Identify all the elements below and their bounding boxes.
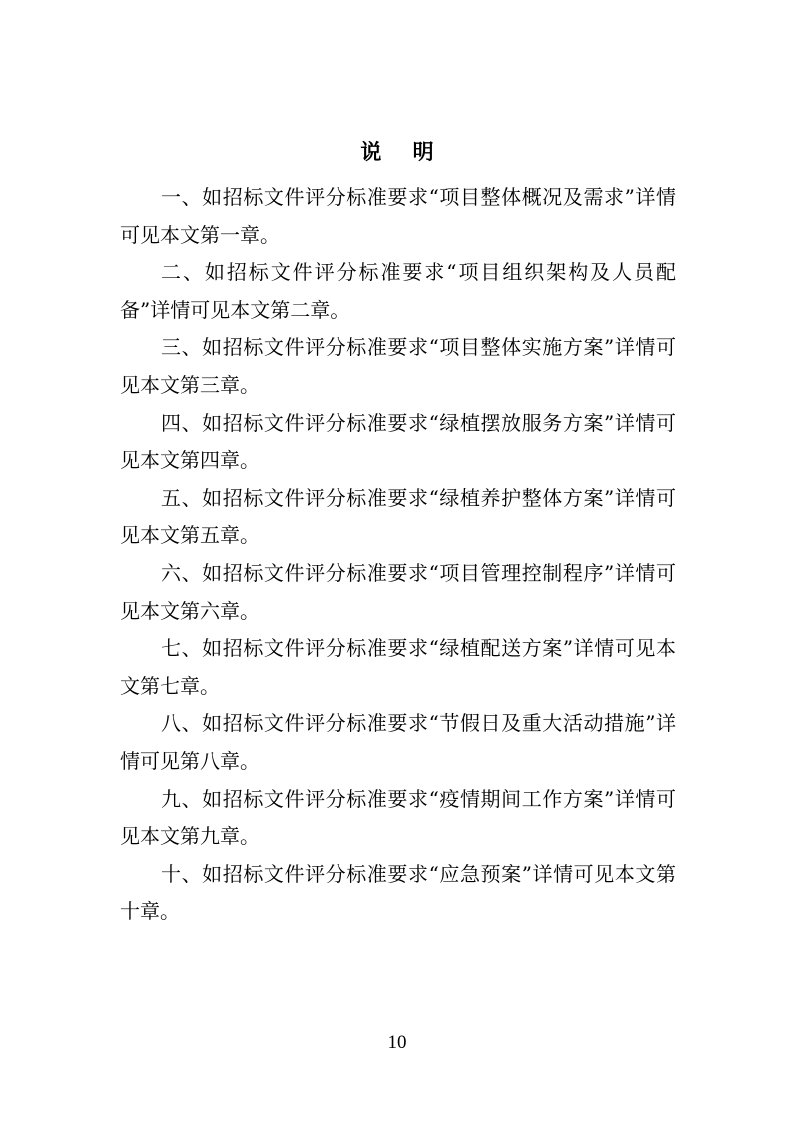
paragraph-6: 六、如招标文件评分标准要求“项目管理控制程序”详情可见本文第六章。 xyxy=(120,560,676,623)
paragraph-5: 五、如招标文件评分标准要求“绿植养护整体方案”详情可见本文第五章。 xyxy=(120,485,676,548)
paragraph-10: 十、如招标文件评分标准要求“应急预案”详情可见本文第十章。 xyxy=(120,861,676,924)
document-body xyxy=(120,179,676,931)
paragraph-1: 一、如招标文件评分标准要求“项目整体概况及需求”详情可见本文第一章。 xyxy=(120,185,676,247)
page-title: 说 明 xyxy=(360,139,446,164)
page-number: 10 xyxy=(387,1032,407,1053)
paragraph-4: 四、如招标文件评分标准要求“绿植摆放服务方案”详情可见本文第四章。 xyxy=(120,410,676,473)
paragraph-9: 九、如招标文件评分标准要求“疫情期间工作方案”详情可见本文第九章。 xyxy=(120,786,676,849)
paragraph-8: 八、如招标文件评分标准要求“节假日及重大活动措施”详情可见第八章。 xyxy=(120,711,676,773)
paragraph-2: 二、如招标文件评分标准要求“项目组织架构及人员配备”详情可见本文第二章。 xyxy=(120,260,676,322)
paragraph-3: 三、如招标文件评分标准要求“项目整体实施方案”详情可见本文第三章。 xyxy=(120,335,676,397)
paragraph-7: 七、如招标文件评分标准要求“绿植配送方案”详情可见本文第七章。 xyxy=(120,636,676,698)
